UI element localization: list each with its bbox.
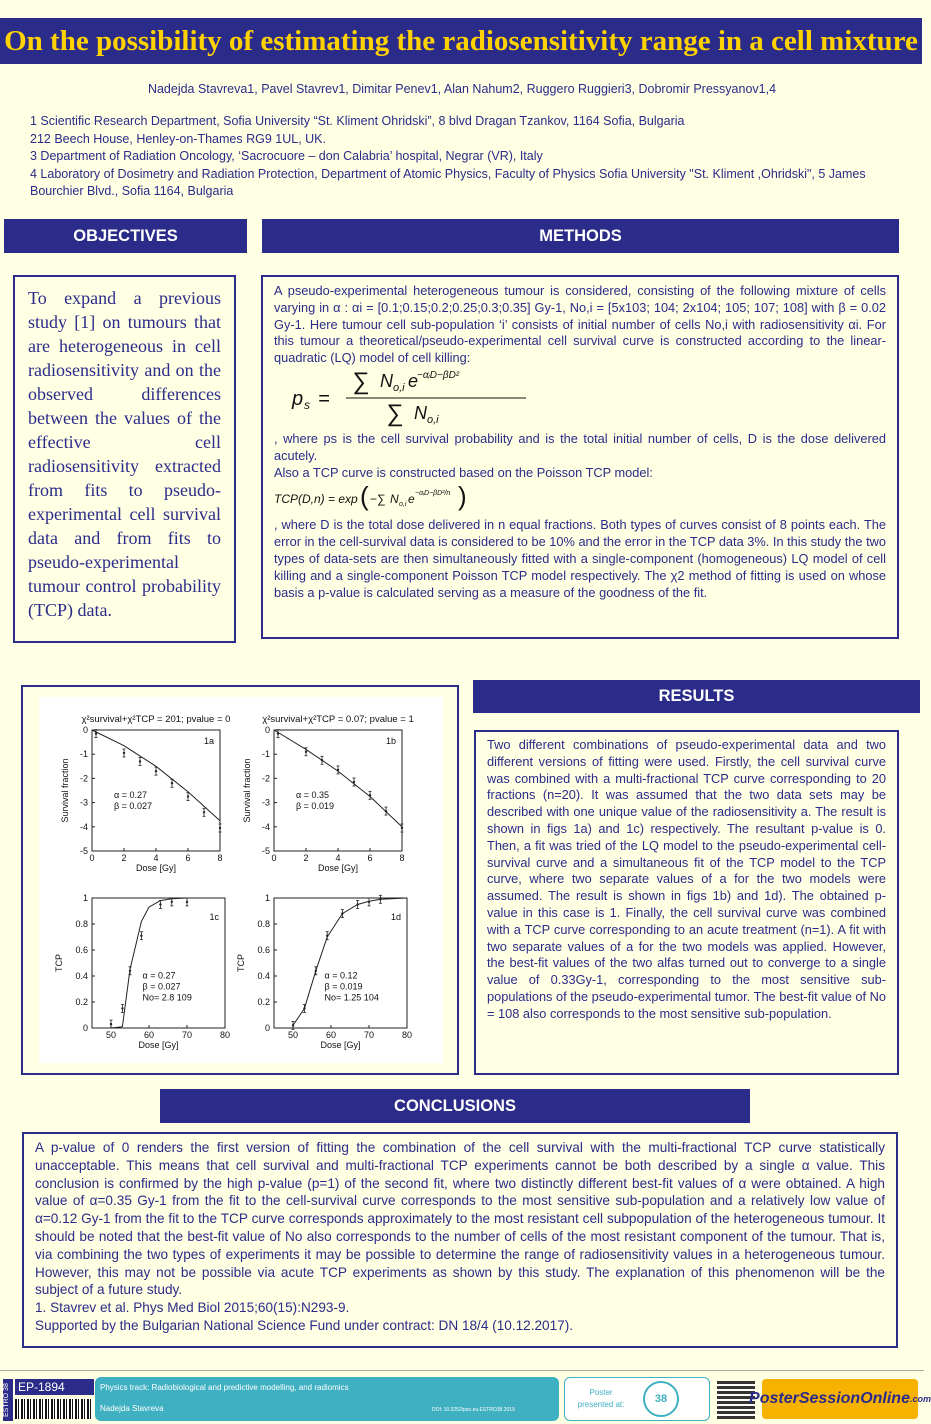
- conclusions-heading: CONCLUSIONS: [160, 1089, 750, 1123]
- data-point: [95, 732, 97, 734]
- x-tick-label: 0: [89, 853, 95, 863]
- x-tick-label: 0: [271, 853, 277, 863]
- tcp-formula-svg: [274, 481, 494, 517]
- footer-doi: DOI: 10.3252/pso.eu.ESTRO38.2019: [432, 1407, 515, 1413]
- results-heading: RESULTS: [473, 680, 920, 713]
- panel-label-1a: 1a: [203, 736, 214, 746]
- data-point: [139, 760, 141, 762]
- fit-parameter: α = 0.27: [142, 970, 176, 981]
- svg-text:o,i: o,i: [399, 501, 407, 509]
- x-axis-label-1d: Dose [Gy]: [320, 1040, 361, 1050]
- svg-text:−∑: −∑: [370, 492, 386, 507]
- y-axis-label-1b: Survival fraction: [242, 758, 252, 823]
- y-tick-label: 0.8: [75, 919, 88, 929]
- svg-text:TCP(D,n) = exp: TCP(D,n) = exp: [274, 492, 358, 507]
- x-tick-label: 50: [105, 1030, 117, 1040]
- y-tick-label: 0.4: [257, 971, 270, 981]
- plot-frame-1d: [274, 898, 407, 1028]
- conclusions-text: A p-value of 0 renders the first version of fitting the combination of the cell survival with the multi-fractional TCP curve statistically unacceptable. This means that cell survival and multi-fractional TCP experiments cannot be both described by a single α value. This conclusion is confirmed by the high p-value (p=1) of the second fit, where two distinctly different best-fit values of α were obtained. A high value of α=0.35 Gy-1 from the fit to the cell-survival curve corresponds to the most sensitive sub-population and a relatively low value of α=0.12 Gy-1 from the fit to the TCP curve corresponds approximately to the most resistant cell subpopulation of the heterogeneous tumour. It should be noted that the best-fit value of No also corresponds to the number of cells of the most resistant component of the tumour. That is, via combining the two types of experiments it may be possible to determine the range of radiosensitivity values in a heterogeneous tumour. However, this may not be possible via acute TCP experiments as shown by this study. The explanation of this phenomenon will be the subject of a future study.: [35, 1140, 885, 1298]
- data-point: [219, 827, 221, 829]
- x-tick-label: 50: [287, 1030, 299, 1040]
- x-tick-label: 70: [181, 1030, 193, 1040]
- y-tick-label: 0: [82, 725, 88, 735]
- fit-parameter: β = 0.019: [324, 981, 363, 992]
- data-point: [305, 751, 307, 753]
- svg-text:∑: ∑: [386, 399, 404, 427]
- brand-part-2: SessionOnline: [798, 1390, 910, 1407]
- brand-part-3: .com: [909, 1394, 931, 1404]
- y-tick-label: 0: [264, 725, 270, 735]
- figure-svg: [39, 697, 443, 1063]
- fit-parameter: No= 2.8 109: [142, 992, 192, 1003]
- methods-paragraph-1: A pseudo-experimental heterogeneous tumour is considered, consisting of the following mixture of cells varying in α : αi = [0.1;0.15;0.2;0.25;0.3;0.35] Gy-1, No,i = [5x103; 104; 2x104; 105; 107; 108] with β = 0.02 Gy-1. Here tumour cell sub-population ‘i’ consists of initial number of cells No,i with radiosensitivity αi. For this tumour a theoretical/pseudo-experimental cell survival curve is constructed according to the linear-quadratic (LQ) model of cell killing:: [274, 283, 886, 366]
- panel-label-1c: 1c: [209, 912, 219, 922]
- y-tick-label: 0.2: [257, 997, 270, 1007]
- data-point: [171, 782, 173, 784]
- panel-label-1d: 1d: [390, 912, 401, 922]
- fit-parameter: β = 0.019: [296, 800, 334, 811]
- data-point: [121, 1007, 123, 1009]
- y-tick-label: 0: [82, 1023, 88, 1033]
- fit-parameter: β = 0.027: [114, 800, 152, 811]
- fit-parameter: α = 0.27: [114, 789, 147, 800]
- affiliation-1: 1 Scientific Research Department, Sofia University “St. Kliment Ohridski”, 8 blvd Dragan Tzankov, 1164 Sofia, Bulgaria: [30, 114, 685, 128]
- poster-title: On the possibility of estimating the radiosensitivity range in a cell mixture: [0, 18, 922, 64]
- data-point: [140, 935, 142, 937]
- svg-text:∑: ∑: [352, 367, 370, 395]
- plot-frame-1a: [92, 730, 220, 851]
- data-point: [123, 752, 125, 754]
- objectives-box: [13, 275, 236, 643]
- data-point: [385, 810, 387, 812]
- y-tick-label: -4: [261, 821, 270, 832]
- conclusions-box: [22, 1132, 898, 1348]
- x-tick-label: 2: [121, 853, 127, 863]
- data-point: [110, 1023, 112, 1025]
- data-point: [186, 901, 188, 903]
- presented-at-panel: [564, 1377, 710, 1421]
- y-tick-label: -1: [261, 749, 270, 760]
- footer-track-panel: [95, 1377, 559, 1421]
- tcp-formula: [274, 481, 886, 517]
- data-point: [356, 903, 358, 905]
- svg-text:): ): [458, 481, 467, 512]
- x-tick-label: 4: [153, 853, 159, 863]
- methods-paragraph-3: Also a TCP curve is constructed based on the Poisson TCP model:: [274, 464, 653, 480]
- svg-text:s: s: [304, 397, 310, 412]
- data-point: [353, 781, 355, 783]
- y-tick-label: -5: [79, 846, 88, 856]
- svg-text:o,i: o,i: [393, 381, 405, 394]
- survival-formula: [274, 367, 886, 431]
- conclusions-reference: 1. Stavrev et al. Phys Med Biol 2015;60(15):N293-9.: [35, 1300, 350, 1316]
- y-tick-label: -5: [261, 846, 270, 856]
- figure-canvas: [39, 697, 443, 1063]
- x-tick-label: 6: [367, 853, 373, 863]
- x-tick-label: 4: [335, 853, 341, 863]
- methods-heading: METHODS: [262, 219, 899, 253]
- footer-author: Nadejda Stavreva: [100, 1404, 164, 1413]
- data-point: [315, 970, 317, 972]
- results-box: [474, 730, 899, 1075]
- x-tick-label: 80: [401, 1030, 413, 1040]
- fit-parameter: α = 0.35: [296, 789, 329, 800]
- data-point: [129, 970, 131, 972]
- data-point: [368, 901, 370, 903]
- y-tick-label: 1: [82, 893, 88, 903]
- svg-text:o,i: o,i: [427, 413, 439, 426]
- methods-paragraph-4: , where D is the total dose delivered in n equal fractions. Both types of curves consist of 8 points each. The error in the cell-survival data is considered to be 10% and the error in the TCP data 3%. In this study the two types of data-sets are then simultaneously fitted with a single-component (homogeneous) LQ model of cell killing and a single-component Poisson TCP model respectively. The χ2 method of fitting is used on whose basis a p-value is calculated serving as a measure of the goodness of the fit.: [274, 517, 886, 600]
- svg-text:N: N: [380, 370, 393, 391]
- x-tick-label: 8: [399, 853, 405, 863]
- y-tick-label: 0.8: [257, 919, 270, 929]
- data-point: [341, 912, 343, 914]
- affiliation-4: 4 Laboratory of Dosimetry and Radiation Protection, Department of Atomic Physics, Faculty of Physics Sofia University "St. Kliment ,Ohridski", 5 James Bourchier Blvd., Sofia 1164, Bulgaria: [30, 166, 866, 198]
- y-tick-label: 0.4: [75, 971, 88, 981]
- estro-logo-icon: 38: [643, 1381, 679, 1417]
- brand-part-1: Poster: [749, 1390, 799, 1407]
- presented-label-2: presented at:: [577, 1400, 625, 1409]
- data-point: [337, 769, 339, 771]
- data-point: [203, 811, 205, 813]
- y-axis-label-1d: TCP: [236, 954, 246, 972]
- data-point: [326, 935, 328, 937]
- y-tick-label: 0.6: [75, 945, 88, 955]
- fit-parameter: No= 1.25 104: [324, 992, 379, 1003]
- x-tick-label: 60: [325, 1030, 337, 1040]
- x-tick-label: 70: [363, 1030, 375, 1040]
- x-tick-label: 8: [217, 853, 223, 863]
- y-tick-label: -2: [79, 773, 88, 784]
- footer-bar: [0, 1370, 931, 1424]
- x-tick-label: 6: [185, 853, 191, 863]
- y-tick-label: -1: [79, 749, 88, 760]
- barcode-icon: [15, 1399, 93, 1419]
- y-tick-label: -4: [79, 821, 88, 832]
- fit-curve-1b: [274, 730, 402, 827]
- methods-paragraph-2: , where ps is the cell survival probability and is the total initial number of cells, D is the dose delivered acutely.: [274, 430, 886, 463]
- y-tick-label: 0.2: [75, 997, 88, 1007]
- data-point: [171, 901, 173, 903]
- y-axis-label-1a: Survival fraction: [60, 758, 70, 823]
- presented-label-1: Poster: [589, 1388, 613, 1397]
- svg-text:(: (: [360, 481, 369, 512]
- objectives-heading: OBJECTIVES: [4, 219, 247, 253]
- x-axis-label-1c: Dose [Gy]: [138, 1040, 179, 1050]
- plot-frame-1c: [92, 898, 225, 1028]
- svg-text:e: e: [408, 370, 419, 391]
- x-tick-label: 2: [303, 853, 309, 863]
- data-point: [159, 903, 161, 905]
- author-list: Nadejda Stavreva1, Pavel Stavrev1, Dimitar Penev1, Alan Nahum2, Ruggero Ruggieri3, Dobromir Pressyanov1,4: [147, 82, 777, 96]
- footer-side-label: ESTRO 38: [3, 1379, 13, 1421]
- footer-poster-code: EP-1894: [15, 1379, 94, 1395]
- x-axis-label-1a: Dose [Gy]: [135, 863, 177, 873]
- svg-text:−αᵢD−βD²/n: −αᵢD−βD²/n: [415, 490, 451, 498]
- y-tick-label: 0.6: [257, 945, 270, 955]
- data-point: [379, 898, 381, 900]
- svg-text:−αᵢD−βD²: −αᵢD−βD²: [417, 369, 460, 381]
- y-tick-label: -3: [79, 797, 88, 808]
- plot-title-1b: χ²survival+χ²TCP = 0.07; pvalue = 1: [262, 714, 414, 725]
- survival-formula-svg: [274, 367, 534, 431]
- data-point: [321, 759, 323, 761]
- data-point: [277, 732, 279, 734]
- data-point: [369, 794, 371, 796]
- fit-parameter: α = 0.12: [324, 970, 358, 981]
- data-point: [292, 1024, 294, 1026]
- methods-box: [261, 275, 899, 639]
- postersessiononline-logo: [749, 1379, 931, 1419]
- svg-text:p: p: [292, 387, 304, 410]
- fit-parameter: β = 0.027: [142, 981, 181, 992]
- data-point: [401, 827, 403, 829]
- x-tick-label: 80: [219, 1030, 231, 1040]
- plot-title-1a: χ²survival+χ²TCP = 201; pvalue = 0: [81, 714, 231, 725]
- conclusions-support: Supported by the Bulgarian National Science Fund under contract: DN 18/4 (10.12.2017).: [35, 1317, 574, 1333]
- affiliation-3: 3 Department of Radiation Oncology, ‘Sacrocuore – don Calabria’ hospital, Negrar (VR), Italy: [30, 149, 543, 163]
- affiliations: [30, 113, 890, 201]
- footer-track: Physics track: Radiobiological and predictive modelling, and radiomics: [100, 1383, 349, 1392]
- fit-curve-1d: [293, 898, 407, 1025]
- x-tick-label: 60: [143, 1030, 155, 1040]
- data-point: [187, 795, 189, 797]
- objectives-text: To expand a previous study [1] on tumours that are heterogeneous in cell radiosensitivity and on the observed differences between the values of the effective cell radiosensitivity extracted from fits to pseudo-experimental cell survival data and from fits to pseudo-experimental tumour control probability (TCP) data.: [28, 288, 221, 620]
- svg-text:=: =: [318, 387, 330, 410]
- panel-label-1b: 1b: [385, 736, 396, 746]
- svg-text:N: N: [414, 402, 427, 423]
- y-tick-label: -2: [261, 773, 270, 784]
- data-point: [155, 770, 157, 772]
- data-point: [303, 1007, 305, 1009]
- plot-frame-1b: [274, 730, 402, 851]
- y-axis-label-1c: TCP: [54, 954, 64, 972]
- affiliation-2: 212 Beech House, Henley-on-Thames RG9 1UL, UK.: [30, 131, 326, 146]
- y-tick-label: 0: [264, 1023, 270, 1033]
- results-text: Two different combinations of pseudo-experimental data and two different versions of fitting were used. Firstly, the cell survival curve was combined with a multi-fractional TCP curve corresponding to 20 fractions (n=20). It was assumed that the two data sets may be described with one unique value of the radiosensitivity a. The result is shown in figs 1a) and 1c) respectively. The resultant p-value is 0. Then, a fit was tried of the LQ model to the pseudo-experimental cell-survival curve and a simultaneous fit of the TCP model to the TCP curve, where two separate values of a for the two models were assumed. The result is shown in figs 1b) and 1d). The obtained p-value in this case is 1. Finally, the cell survival curve was combined with a TCP curve corresponding to an acute treatment (n=1). A fit with two separate values of a for the two models was applied. However, the best-fit values of the two alfas turned out to converge to a single value of 0.33Gy-1, corresponding to the most sensitive sub-populations of the pseudo-experimental tumor. The best-fit value of No = 108 also corresponds to the most sensitive sub-population.: [487, 737, 886, 1021]
- svg-text:N: N: [390, 492, 399, 507]
- x-axis-label-1b: Dose [Gy]: [317, 863, 359, 873]
- y-tick-label: -3: [261, 797, 270, 808]
- y-tick-label: 1: [264, 893, 270, 903]
- fit-curve-1c: [111, 898, 225, 1028]
- svg-text:e: e: [408, 492, 415, 507]
- figure-box: [21, 685, 459, 1075]
